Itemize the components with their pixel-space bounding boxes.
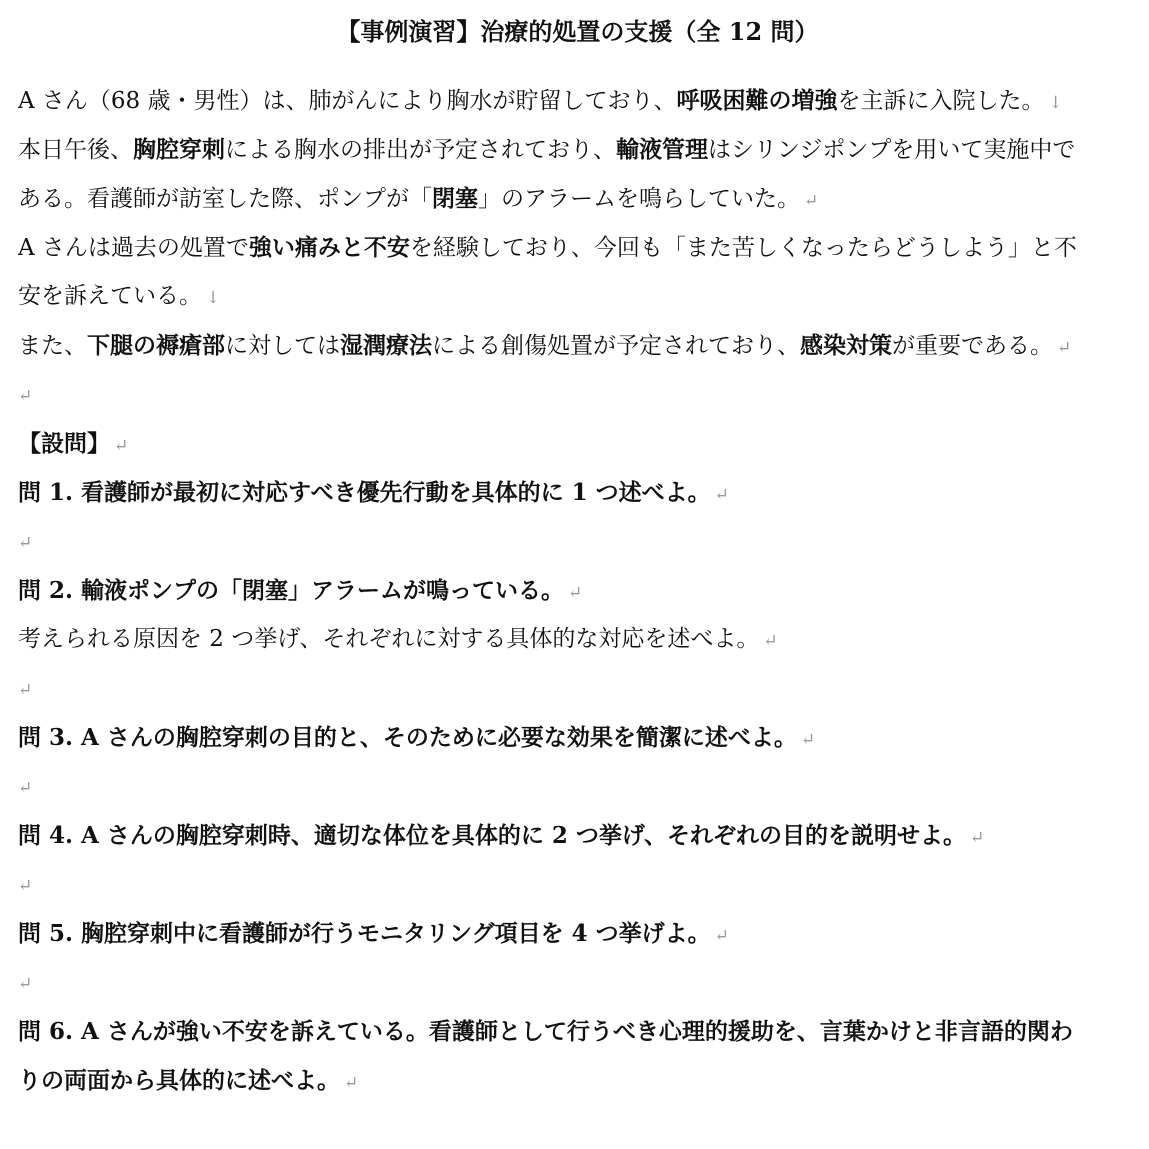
questions-heading bbox=[18, 419, 1137, 468]
paragraph-mark-icon: ↵ bbox=[114, 436, 129, 456]
bold-text-segment: 下腿の褥瘡部 bbox=[87, 332, 225, 359]
bold-text-segment: 問 3. A さんの胸腔穿刺の目的と、そのために必要な効果を簡潔に述べよ。 bbox=[18, 724, 797, 751]
paragraph-mark-icon: ↵ bbox=[714, 926, 729, 946]
paragraph-mark-icon: ↵ bbox=[18, 974, 33, 994]
bold-text-segment: 胸腔穿刺 bbox=[133, 136, 225, 163]
line-break-mark-icon: ↓ bbox=[206, 288, 221, 308]
text-segment: ある。看護師が訪室した際、ポンプが「 bbox=[18, 186, 432, 212]
bold-text-segment: 輸液管理 bbox=[616, 136, 708, 163]
case-line bbox=[18, 321, 1137, 370]
question-line bbox=[18, 1007, 1137, 1056]
paragraph-mark-icon: ↵ bbox=[344, 1073, 359, 1093]
question-line bbox=[18, 860, 1137, 909]
question-line bbox=[18, 566, 1137, 615]
paragraph-mark-icon: ↵ bbox=[568, 583, 583, 603]
paragraph-mark-icon: ↵ bbox=[763, 631, 778, 651]
question-line bbox=[18, 713, 1137, 762]
text-segment: による創傷処置が予定されており、 bbox=[432, 333, 800, 359]
paragraph-mark-icon: ↵ bbox=[18, 680, 33, 700]
question-line bbox=[18, 1056, 1137, 1105]
question-line bbox=[18, 664, 1137, 713]
question-line bbox=[18, 762, 1137, 811]
paragraph-mark-icon: ↵ bbox=[18, 386, 33, 406]
paragraph-mark-icon: ↵ bbox=[18, 876, 33, 896]
paragraph-mark-icon: ↵ bbox=[800, 730, 816, 750]
document-title-text: 【事例演習】治療的処置の支援（全 12 問） bbox=[336, 17, 819, 46]
case-line bbox=[18, 174, 1137, 223]
case-description bbox=[18, 76, 1137, 419]
text-segment: を主訴に入院した。 bbox=[837, 88, 1045, 114]
paragraph-mark-icon: ↵ bbox=[18, 778, 33, 798]
bold-text-segment: 閉塞 bbox=[432, 185, 478, 212]
text-segment: に対しては bbox=[225, 333, 340, 359]
text-segment: A さん（68 歳・男性）は、肺がんにより胸水が貯留しており、 bbox=[18, 88, 677, 114]
question-line bbox=[18, 958, 1137, 1007]
case-line bbox=[18, 76, 1137, 125]
question-line bbox=[18, 615, 1137, 664]
bold-text-segment: 問 2. 輸液ポンプの「閉塞」アラームが鳴っている。 bbox=[18, 577, 565, 604]
question-line bbox=[18, 811, 1137, 860]
text-segment: による胸水の排出が予定されており、 bbox=[225, 137, 616, 163]
bold-text-segment: 問 5. 胸腔穿刺中に看護師が行うモニタリング項目を 4 つ挙げよ。 bbox=[18, 920, 711, 947]
paragraph-mark-icon: ↵ bbox=[969, 828, 985, 848]
text-segment: 」のアラームを鳴らしていた。 bbox=[478, 186, 800, 212]
case-line bbox=[18, 370, 1137, 419]
text-segment: を経験しており、今回も「また苦しくなったらどうしよう」と不 bbox=[409, 235, 1077, 261]
bold-text-segment: 問 1. 看護師が最初に対応すべき優先行動を具体的に 1 つ述べよ。 bbox=[18, 479, 711, 506]
bold-text-segment: 呼吸困難の増強 bbox=[676, 87, 838, 114]
bold-text-segment: 問 4. A さんの胸腔穿刺時、適切な体位を具体的に 2 つ挙げ、それぞれの目的を説明せよ。 bbox=[18, 822, 966, 849]
question-line bbox=[18, 909, 1137, 958]
document-title bbox=[18, 16, 1137, 48]
bold-text-segment: 感染対策 bbox=[800, 332, 892, 359]
case-line bbox=[18, 272, 1137, 321]
text-segment: 安を訴えている。 bbox=[18, 283, 202, 309]
question-line bbox=[18, 468, 1137, 517]
line-break-mark-icon: ↓ bbox=[1048, 93, 1063, 113]
paragraph-mark-icon: ↵ bbox=[18, 533, 33, 553]
text-segment: A さんは過去の処置で bbox=[18, 235, 249, 261]
bold-text-segment: 問 6. A さんが強い不安を訴えている。看護師として行うべき心理的援助を、言葉かけと非言語的関わ bbox=[18, 1018, 1073, 1045]
paragraph-mark-icon: ↵ bbox=[804, 191, 819, 211]
case-line bbox=[18, 125, 1137, 174]
bold-text-segment: 湿潤療法 bbox=[340, 332, 432, 359]
case-line bbox=[18, 223, 1137, 272]
text-segment: 考えられる原因を 2 つ挙げ、それぞれに対する具体的な対応を述べよ。 bbox=[18, 626, 760, 652]
bold-text-segment: 強い痛みと不安 bbox=[248, 234, 410, 261]
question-list bbox=[18, 468, 1137, 1105]
text-segment: はシリンジポンプを用いて実施中で bbox=[708, 137, 1076, 163]
paragraph-mark-icon: ↵ bbox=[714, 485, 729, 505]
text-segment: また、 bbox=[18, 333, 87, 359]
questions-heading-text: 【設問】 bbox=[18, 430, 110, 457]
text-segment: が重要である。 bbox=[892, 333, 1053, 359]
question-line bbox=[18, 517, 1137, 566]
bold-text-segment: りの両面から具体的に述べよ。 bbox=[18, 1067, 340, 1094]
text-segment: 本日午後、 bbox=[18, 137, 133, 163]
paragraph-mark-icon: ↵ bbox=[1057, 338, 1072, 358]
